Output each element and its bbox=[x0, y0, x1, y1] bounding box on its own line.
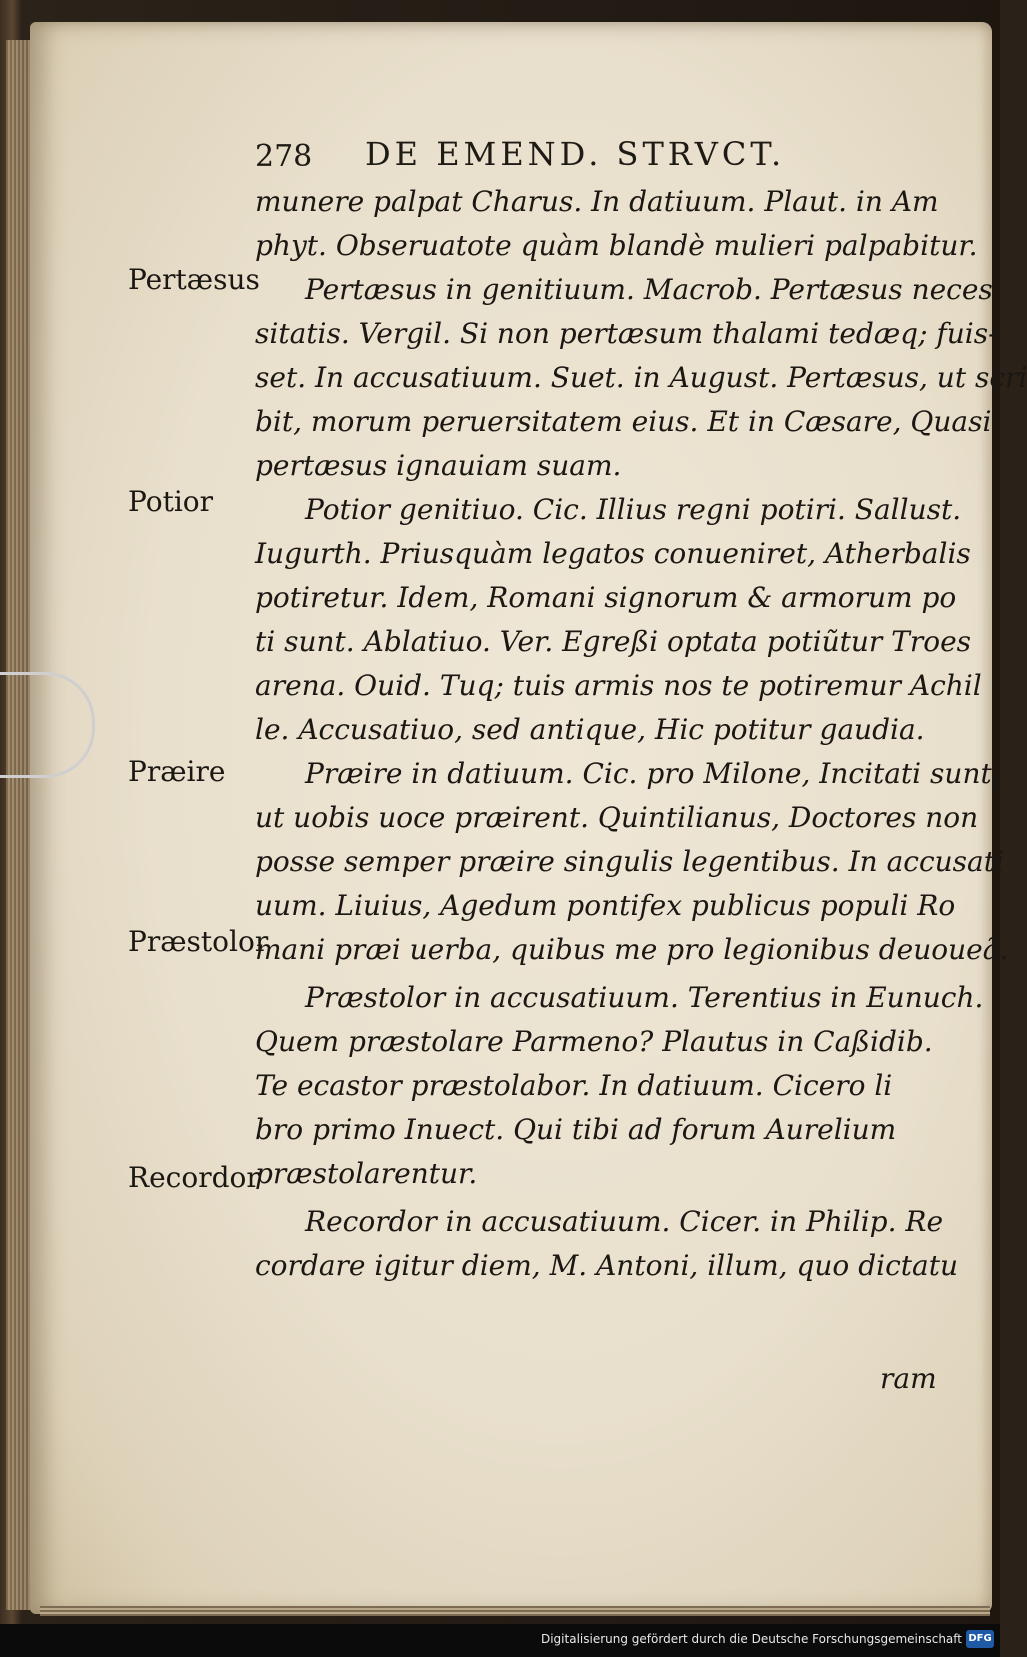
page-stack-edge bbox=[6, 40, 32, 1610]
dfg-logo: DFG bbox=[966, 1630, 994, 1648]
margin-note: Præire bbox=[128, 755, 226, 788]
page-bottom-edge bbox=[40, 1606, 990, 1616]
text-line: potiretur. Idem, Romani signorum & armorum po bbox=[255, 581, 957, 614]
text-line: arena. Ouid. Tuq; tuis armis nos te potiremur Achil bbox=[255, 669, 982, 702]
text-line: set. In accusatiuum. Suet. in August. Pertæsus, ut scri bbox=[255, 361, 1027, 394]
text-line: mani præi uerba, quibus me pro legionibus deuoueã. bbox=[255, 933, 1009, 966]
text-line: phyt. Obseruatote quàm blandè mulieri palpabitur. bbox=[255, 229, 978, 262]
text-line: Iugurth. Priusquàm legatos conueniret, Atherbalis bbox=[255, 537, 971, 570]
text-line: pertæsus ignauiam suam. bbox=[255, 449, 622, 482]
margin-note: Præstolor bbox=[128, 925, 269, 958]
text-line: Præstolor in accusatiuum. Terentius in Eunuch. bbox=[305, 981, 984, 1014]
text-line: Pertæsus in genitiuum. Macrob. Pertæsus neces bbox=[305, 273, 993, 306]
running-title: DE EMEND. STRVCT. bbox=[365, 135, 786, 173]
margin-note: Potior bbox=[128, 485, 214, 518]
text-line: le. Accusatiuo, sed antique, Hic potitur gaudia. bbox=[255, 713, 925, 746]
text-line: Præire in datiuum. Cic. pro Milone, Incitati sunt, bbox=[305, 757, 1001, 790]
digitization-footer bbox=[0, 1624, 1000, 1657]
page-number: 278 bbox=[255, 139, 313, 174]
page-clip bbox=[0, 672, 95, 778]
running-header bbox=[255, 135, 895, 177]
text-line: Te ecastor præstolabor. In datiuum. Cicero li bbox=[255, 1069, 893, 1102]
text-line: Potior genitiuo. Cic. Illius regni potiri. Sallust. bbox=[305, 493, 962, 526]
text-line: posse semper præire singulis legentibus. In accusati bbox=[255, 845, 1004, 878]
text-line: Quem præstolare Parmeno? Plautus in Caßidib. bbox=[255, 1025, 933, 1058]
text-line: ti sunt. Ablatiuo. Ver. Egreßi optata potiũtur Troes bbox=[255, 625, 972, 658]
text-line: bit, morum peruersitatem eius. Et in Cæsare, Quasi bbox=[255, 405, 992, 438]
text-line: bro primo Inuect. Qui tibi ad forum Aurelium bbox=[255, 1113, 897, 1146]
text-line: uum. Liuius, Agedum pontifex publicus populi Ro bbox=[255, 889, 956, 922]
text-line: Recordor in accusatiuum. Cicer. in Philip. Re bbox=[305, 1205, 944, 1238]
catchword: ram bbox=[880, 1362, 937, 1395]
margin-note: Pertæsus bbox=[128, 263, 260, 296]
text-line: munere palpat Charus. In datiuum. Plaut. in Am bbox=[255, 185, 939, 218]
funding-credit: Digitalisierung gefördert durch die Deutsche Forschungsgemeinschaft bbox=[540, 1632, 962, 1646]
text-line: cordare igitur diem, M. Antoni, illum, quo dictatu bbox=[255, 1249, 958, 1282]
text-line: ut uobis uoce præirent. Quintilianus, Doctores non bbox=[255, 801, 979, 834]
text-line: sitatis. Vergil. Si non pertæsum thalami tedæq; fuis- bbox=[255, 317, 998, 350]
text-line: præstolarentur. bbox=[255, 1157, 478, 1190]
margin-note: Recordor bbox=[128, 1161, 260, 1194]
